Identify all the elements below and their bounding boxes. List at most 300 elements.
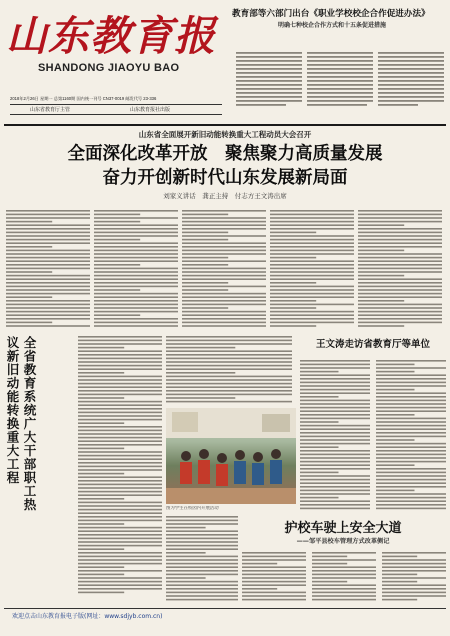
text-line	[312, 595, 376, 597]
main-story-byline: 刘家义讲话 龚正主持 付志方王文涛出席	[163, 192, 287, 200]
text-line	[78, 379, 162, 381]
text-line	[6, 325, 90, 327]
text-line	[78, 480, 162, 482]
text-line	[6, 311, 90, 313]
masthead	[4, 4, 224, 122]
text-line	[182, 214, 228, 216]
issue-info: 2018年2月26日 星期一 总第1160期 国内统一刊号 CN37-0019 邮发代号 23-336	[10, 96, 157, 101]
text-line	[166, 595, 238, 597]
text-line	[382, 577, 446, 579]
text-line	[300, 461, 370, 463]
text-line	[94, 224, 178, 226]
text-line	[270, 242, 354, 244]
text-line	[270, 318, 354, 320]
text-line	[166, 390, 292, 392]
text-line	[300, 486, 370, 488]
text-line	[78, 520, 162, 522]
text-line	[78, 559, 162, 561]
text-line	[94, 275, 178, 277]
text-line	[376, 364, 415, 366]
lower-story-text-block	[166, 516, 238, 602]
text-line	[182, 289, 228, 291]
text-line	[242, 574, 306, 576]
text-line	[78, 484, 162, 486]
text-line	[94, 264, 140, 266]
text-line	[270, 286, 354, 288]
text-line	[78, 430, 162, 432]
text-line	[166, 588, 238, 590]
text-line	[376, 382, 446, 384]
text-line	[78, 570, 162, 572]
text-line	[78, 368, 162, 370]
text-line	[376, 410, 446, 412]
text-line	[78, 372, 124, 374]
top-story-text-block	[236, 52, 446, 112]
text-line	[182, 296, 266, 298]
text-line	[382, 581, 417, 583]
footer-bar-text[interactable]: 欢迎点击山东教育报电子版(网址：www.sdjyb.com.cn)	[12, 613, 163, 620]
text-line	[182, 307, 228, 309]
text-line	[270, 304, 354, 306]
text-line	[6, 304, 90, 306]
text-line	[270, 253, 354, 255]
text-line	[6, 307, 90, 309]
text-line	[382, 574, 417, 576]
text-line	[94, 210, 178, 212]
text-line	[376, 418, 446, 420]
text-line	[6, 264, 90, 266]
text-line	[358, 314, 442, 316]
text-line	[376, 414, 415, 416]
text-line	[382, 584, 446, 586]
text-line	[182, 286, 266, 288]
news-photo	[166, 408, 296, 504]
text-line	[166, 516, 238, 518]
text-line	[78, 455, 162, 457]
side-story-headline: 王文涛走访省教育厅等单位	[315, 339, 430, 350]
text-line	[94, 242, 178, 244]
text-line	[166, 347, 235, 349]
text-line	[78, 556, 162, 558]
text-line	[6, 271, 52, 273]
text-line	[78, 476, 162, 478]
text-line	[358, 217, 442, 219]
text-line	[78, 394, 162, 396]
side-story	[300, 336, 446, 356]
text-line	[166, 520, 238, 522]
text-line	[376, 461, 446, 463]
text-line	[300, 493, 370, 495]
text-line	[166, 584, 238, 586]
text-line	[6, 260, 90, 262]
text-line	[78, 516, 162, 518]
text-line	[376, 396, 446, 398]
text-line	[270, 282, 316, 284]
text-line	[78, 574, 124, 576]
text-line	[6, 224, 90, 226]
text-line	[78, 404, 162, 406]
text-line	[6, 217, 90, 219]
text-line	[166, 556, 238, 558]
text-line	[270, 260, 354, 262]
text-line	[78, 509, 162, 511]
text-line	[6, 210, 90, 212]
text-line	[312, 584, 376, 586]
text-line	[166, 372, 235, 374]
text-line	[270, 293, 354, 295]
text-line	[78, 584, 162, 586]
text-line	[78, 412, 162, 414]
text-line	[300, 364, 370, 366]
text-line	[300, 378, 370, 380]
text-line	[166, 563, 238, 565]
text-line	[94, 257, 178, 259]
left-story-body	[78, 336, 162, 596]
text-line	[358, 264, 442, 266]
text-line	[94, 268, 178, 270]
text-line	[300, 508, 370, 510]
text-line	[358, 235, 442, 237]
text-line	[376, 490, 415, 492]
text-line	[270, 311, 354, 313]
text-line	[358, 307, 442, 309]
text-line	[270, 214, 354, 216]
top-story-body	[236, 52, 446, 112]
text-line	[6, 239, 90, 241]
left-story-text-block	[78, 336, 162, 596]
text-line	[94, 304, 178, 306]
text-line	[78, 530, 162, 532]
text-line	[78, 426, 162, 428]
text-line	[78, 577, 162, 579]
text-line	[182, 250, 266, 252]
text-line	[376, 389, 415, 391]
text-line	[166, 527, 206, 529]
text-line	[94, 282, 178, 284]
text-line	[376, 472, 446, 474]
main-story-headline-2: 奋力开创新时代山东发展新局面	[102, 168, 348, 188]
masthead-pinyin: SHANDONG JIAOYU BAO	[38, 62, 180, 74]
text-line	[242, 581, 306, 583]
text-line	[300, 414, 370, 416]
text-line	[6, 221, 52, 223]
text-line	[182, 271, 266, 273]
text-line	[358, 278, 442, 280]
text-line	[78, 491, 162, 493]
text-line	[94, 286, 178, 288]
text-line	[78, 383, 162, 385]
text-line	[270, 278, 354, 280]
text-line	[382, 563, 446, 565]
text-line	[358, 257, 442, 259]
text-line	[376, 425, 446, 427]
text-line	[94, 322, 178, 324]
masthead-footer-right: 山东教育报社出版	[130, 107, 171, 113]
text-line	[358, 242, 442, 244]
text-line	[382, 592, 446, 594]
text-line	[376, 500, 446, 502]
text-line	[78, 512, 162, 514]
text-line	[166, 365, 292, 367]
text-line	[78, 361, 162, 363]
text-line	[300, 457, 370, 459]
text-line	[242, 584, 306, 586]
text-line	[358, 224, 404, 226]
text-line	[78, 365, 162, 367]
text-line	[182, 304, 266, 306]
text-line	[94, 221, 140, 223]
text-line	[300, 410, 370, 412]
text-line	[94, 293, 178, 295]
text-line	[182, 264, 228, 266]
text-line	[376, 403, 446, 405]
text-line	[300, 479, 370, 481]
text-line	[358, 296, 442, 298]
text-line	[78, 437, 162, 439]
text-line	[358, 311, 442, 313]
side-story-body	[300, 360, 446, 510]
text-line	[300, 446, 339, 448]
text-line	[78, 545, 162, 547]
text-line	[270, 257, 316, 259]
text-line	[358, 239, 442, 241]
text-line	[270, 268, 354, 270]
text-line	[242, 599, 306, 601]
text-line	[6, 322, 52, 324]
text-line	[270, 264, 354, 266]
text-line	[78, 440, 162, 442]
text-line	[182, 282, 228, 284]
text-line	[376, 374, 446, 376]
text-line	[6, 246, 52, 248]
text-line	[182, 246, 266, 248]
text-line	[358, 282, 442, 284]
text-line	[94, 246, 178, 248]
text-line	[166, 523, 238, 525]
text-line	[166, 401, 292, 403]
text-line	[270, 271, 354, 273]
text-line	[300, 468, 370, 470]
text-line	[376, 479, 446, 481]
text-line	[300, 392, 370, 394]
text-line	[242, 588, 277, 590]
text-line	[78, 566, 124, 568]
text-line	[382, 552, 446, 554]
text-line	[376, 468, 446, 470]
text-line	[270, 228, 354, 230]
text-line	[182, 275, 266, 277]
text-line	[78, 563, 162, 565]
text-line	[78, 451, 162, 453]
text-line	[358, 253, 442, 255]
text-line	[78, 397, 124, 399]
text-line	[358, 271, 442, 273]
text-line	[78, 350, 162, 352]
text-line	[78, 415, 162, 417]
text-line	[78, 358, 162, 360]
text-line	[166, 386, 292, 388]
text-line	[94, 318, 178, 320]
text-line	[94, 307, 178, 309]
text-line	[270, 224, 354, 226]
text-line	[78, 390, 162, 392]
text-line	[242, 595, 306, 597]
text-line	[6, 289, 90, 291]
text-line	[312, 577, 376, 579]
text-line	[78, 347, 124, 349]
text-line	[270, 314, 354, 316]
text-line	[312, 599, 376, 601]
text-line	[166, 340, 292, 342]
text-line	[376, 385, 446, 387]
text-line	[312, 574, 376, 576]
text-line	[300, 428, 370, 430]
text-line	[376, 482, 446, 484]
masthead-divider	[4, 124, 446, 126]
text-line	[94, 232, 178, 234]
text-line	[312, 570, 376, 572]
text-line	[358, 268, 442, 270]
bottom-story-text-block	[242, 552, 446, 604]
text-line	[78, 376, 162, 378]
text-line	[78, 386, 162, 388]
text-line	[300, 418, 370, 420]
mid-story-text-block	[166, 336, 292, 406]
text-line	[78, 548, 124, 550]
text-line	[94, 314, 140, 316]
text-line	[166, 379, 292, 381]
masthead-title: 山东教育报	[6, 12, 216, 60]
text-line	[94, 253, 178, 255]
text-line	[358, 232, 442, 234]
text-line	[270, 235, 354, 237]
text-line	[6, 242, 90, 244]
text-line	[358, 293, 442, 295]
text-line	[312, 581, 347, 583]
text-line	[182, 300, 266, 302]
text-line	[382, 595, 446, 597]
text-line	[358, 322, 442, 324]
text-line	[78, 422, 124, 424]
text-line	[358, 289, 442, 291]
text-line	[376, 508, 446, 510]
text-line	[376, 371, 415, 373]
text-line	[6, 235, 90, 237]
text-line	[78, 505, 162, 507]
text-line	[182, 257, 228, 259]
text-line	[358, 250, 404, 252]
text-line	[78, 469, 162, 471]
text-line	[300, 432, 370, 434]
text-line	[6, 318, 90, 320]
text-line	[270, 221, 354, 223]
text-line	[78, 592, 124, 594]
bottom-story	[240, 520, 446, 548]
text-line	[376, 486, 446, 488]
text-line	[94, 228, 178, 230]
text-line	[242, 552, 306, 554]
text-line	[6, 275, 90, 277]
text-line	[358, 325, 404, 327]
text-line	[78, 588, 162, 590]
text-line	[358, 286, 442, 288]
text-line	[182, 325, 266, 327]
text-line	[300, 367, 370, 369]
text-line	[312, 552, 376, 554]
text-line	[300, 439, 370, 441]
text-line	[300, 389, 370, 391]
vertical-story	[4, 336, 74, 516]
text-line	[376, 454, 446, 456]
text-line	[270, 217, 354, 219]
text-line	[300, 385, 370, 387]
main-story-body	[6, 210, 446, 328]
text-line	[166, 538, 238, 540]
text-line	[300, 360, 370, 362]
top-story-subhead: 明确七种校企合作方式和十五条促进措施	[278, 22, 387, 29]
text-line	[6, 232, 90, 234]
text-line	[382, 566, 446, 568]
bottom-story-subhead: ——邹平县校车管理方式改革侧记	[296, 538, 390, 545]
text-line	[94, 250, 178, 252]
text-line	[242, 566, 306, 568]
text-line	[166, 394, 292, 396]
text-line	[358, 214, 442, 216]
text-line	[376, 450, 446, 452]
text-line	[166, 534, 238, 536]
text-line	[78, 498, 124, 500]
text-line	[242, 563, 277, 565]
text-line	[166, 574, 238, 576]
text-line	[300, 374, 370, 376]
text-line	[358, 300, 404, 302]
text-line	[300, 464, 370, 466]
text-line	[78, 444, 162, 446]
text-line	[376, 421, 446, 423]
text-line	[242, 556, 306, 558]
text-line	[182, 228, 266, 230]
text-line	[166, 592, 238, 594]
text-line	[78, 466, 162, 468]
text-line	[78, 494, 162, 496]
text-line	[6, 293, 90, 295]
text-line	[376, 493, 446, 495]
text-line	[300, 454, 370, 456]
text-line	[382, 556, 417, 558]
text-line	[94, 214, 140, 216]
text-line	[376, 436, 446, 438]
photo-caption: 图为学生在校园内开展活动	[166, 506, 219, 511]
text-line	[166, 570, 238, 572]
text-line	[312, 566, 376, 568]
text-line	[358, 246, 442, 248]
text-line	[94, 239, 140, 241]
text-line	[94, 300, 178, 302]
text-line	[182, 224, 266, 226]
text-line	[166, 361, 292, 363]
text-line	[94, 289, 140, 291]
text-line	[94, 296, 178, 298]
lower-story-body	[166, 516, 238, 602]
text-line	[94, 217, 178, 219]
text-line	[182, 253, 266, 255]
text-line	[376, 392, 446, 394]
text-line	[376, 407, 446, 409]
text-line	[182, 210, 266, 212]
text-line	[94, 235, 178, 237]
text-line	[358, 304, 442, 306]
text-line	[182, 242, 266, 244]
